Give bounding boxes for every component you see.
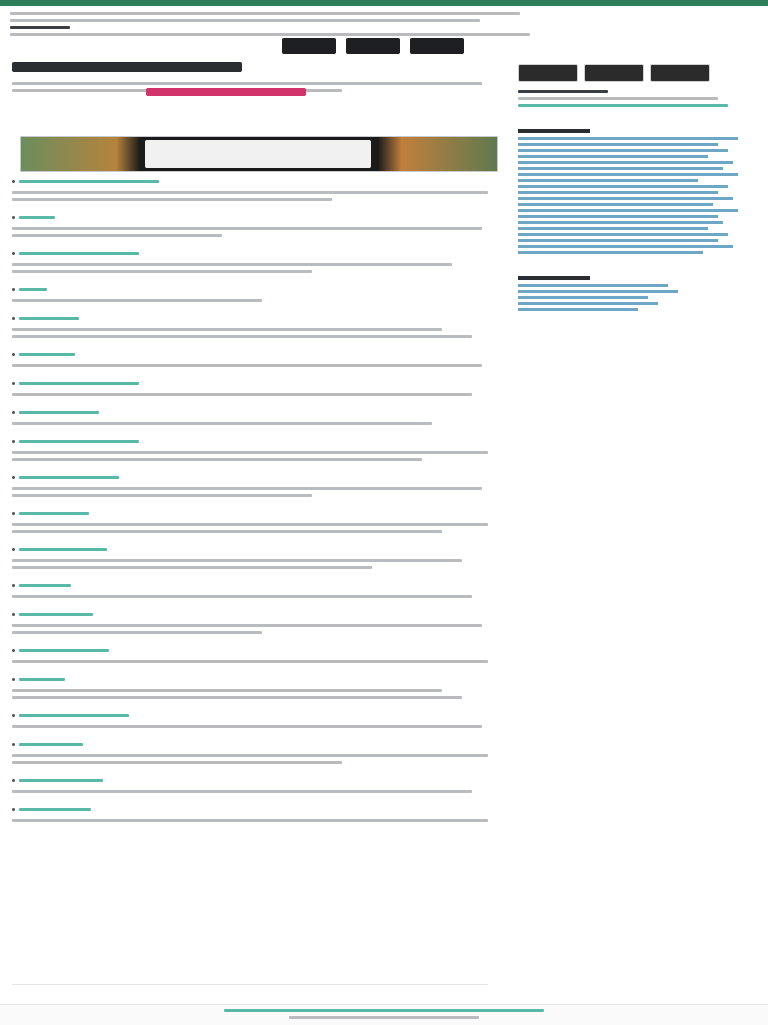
bullet-dot bbox=[12, 743, 15, 746]
footer bbox=[0, 1004, 768, 1025]
related-link[interactable] bbox=[518, 221, 723, 224]
related-link[interactable] bbox=[518, 209, 738, 212]
related-link[interactable] bbox=[518, 203, 713, 206]
related-link[interactable] bbox=[518, 167, 723, 170]
hero-image bbox=[20, 136, 498, 172]
content-item bbox=[12, 710, 488, 728]
related-link[interactable] bbox=[518, 191, 718, 194]
related-link[interactable] bbox=[518, 143, 718, 146]
related-link[interactable] bbox=[518, 239, 718, 242]
bullet-dot bbox=[12, 382, 15, 385]
links-section bbox=[518, 276, 762, 311]
sidebar-thumbnail[interactable] bbox=[518, 64, 578, 82]
content-item bbox=[12, 349, 488, 367]
content-item bbox=[12, 248, 488, 273]
sidebar-link[interactable] bbox=[518, 290, 678, 293]
bullet-dot bbox=[12, 288, 15, 291]
content-item bbox=[12, 508, 488, 533]
content-item bbox=[12, 674, 488, 699]
store-badge[interactable] bbox=[346, 38, 400, 54]
related-heading bbox=[518, 129, 590, 133]
related-link[interactable] bbox=[518, 185, 728, 188]
related-link[interactable] bbox=[518, 251, 703, 254]
bullet-dot bbox=[12, 411, 15, 414]
bullet-dot bbox=[12, 808, 15, 811]
content-item bbox=[12, 804, 488, 822]
page-title bbox=[12, 62, 242, 72]
content-item bbox=[12, 472, 488, 497]
hero-banner bbox=[145, 140, 371, 168]
content-item bbox=[12, 212, 488, 237]
store-badge[interactable] bbox=[282, 38, 336, 54]
sidebar-thumbnail[interactable] bbox=[650, 64, 710, 82]
related-link[interactable] bbox=[518, 215, 718, 218]
sidebar-link[interactable] bbox=[518, 302, 658, 305]
bullet-dot bbox=[12, 252, 15, 255]
sidebar-link[interactable] bbox=[518, 284, 668, 287]
bullet-dot bbox=[12, 216, 15, 219]
related-link[interactable] bbox=[518, 233, 728, 236]
related-link[interactable] bbox=[518, 149, 728, 152]
bullet-dot bbox=[12, 613, 15, 616]
bullet-dot bbox=[12, 548, 15, 551]
related-section bbox=[518, 129, 762, 254]
content-item bbox=[12, 176, 488, 201]
content-item bbox=[12, 378, 488, 396]
bullet-dot bbox=[12, 317, 15, 320]
related-link[interactable] bbox=[518, 245, 733, 248]
content-item bbox=[12, 580, 488, 598]
related-link[interactable] bbox=[518, 227, 708, 230]
sidebar-thumbnails bbox=[518, 64, 762, 82]
related-link[interactable] bbox=[518, 137, 738, 140]
sidebar-link[interactable] bbox=[518, 296, 648, 299]
sidebar-thumbnail[interactable] bbox=[584, 64, 644, 82]
content-item bbox=[12, 775, 488, 793]
bullet-dot bbox=[12, 584, 15, 587]
content-item bbox=[12, 609, 488, 634]
sidebar-link[interactable] bbox=[518, 308, 638, 311]
top-bar bbox=[0, 0, 768, 6]
content-item bbox=[12, 739, 488, 764]
related-link[interactable] bbox=[518, 161, 733, 164]
bullet-dot bbox=[12, 512, 15, 515]
sidebar bbox=[518, 64, 762, 314]
bullet-dot bbox=[12, 353, 15, 356]
bullet-dot bbox=[12, 180, 15, 183]
bullet-dot bbox=[12, 678, 15, 681]
content-item bbox=[12, 544, 488, 569]
bullet-dot bbox=[12, 649, 15, 652]
content-item bbox=[12, 407, 488, 425]
bullet-dot bbox=[12, 714, 15, 717]
bullet-dot bbox=[12, 440, 15, 443]
related-link[interactable] bbox=[518, 173, 738, 176]
related-link[interactable] bbox=[518, 155, 708, 158]
divider bbox=[12, 984, 488, 985]
content-item bbox=[12, 284, 488, 302]
content-item bbox=[12, 313, 488, 338]
bullet-dot bbox=[12, 779, 15, 782]
content bbox=[12, 176, 488, 833]
top-notice bbox=[10, 8, 530, 40]
content-item bbox=[12, 645, 488, 663]
related-link[interactable] bbox=[518, 179, 698, 182]
content-item bbox=[12, 436, 488, 461]
related-link[interactable] bbox=[518, 197, 733, 200]
app-store-badges bbox=[282, 38, 464, 54]
bullet-dot bbox=[12, 476, 15, 479]
primary-cta[interactable] bbox=[146, 88, 306, 96]
store-badge[interactable] bbox=[410, 38, 464, 54]
links-heading bbox=[518, 276, 590, 280]
